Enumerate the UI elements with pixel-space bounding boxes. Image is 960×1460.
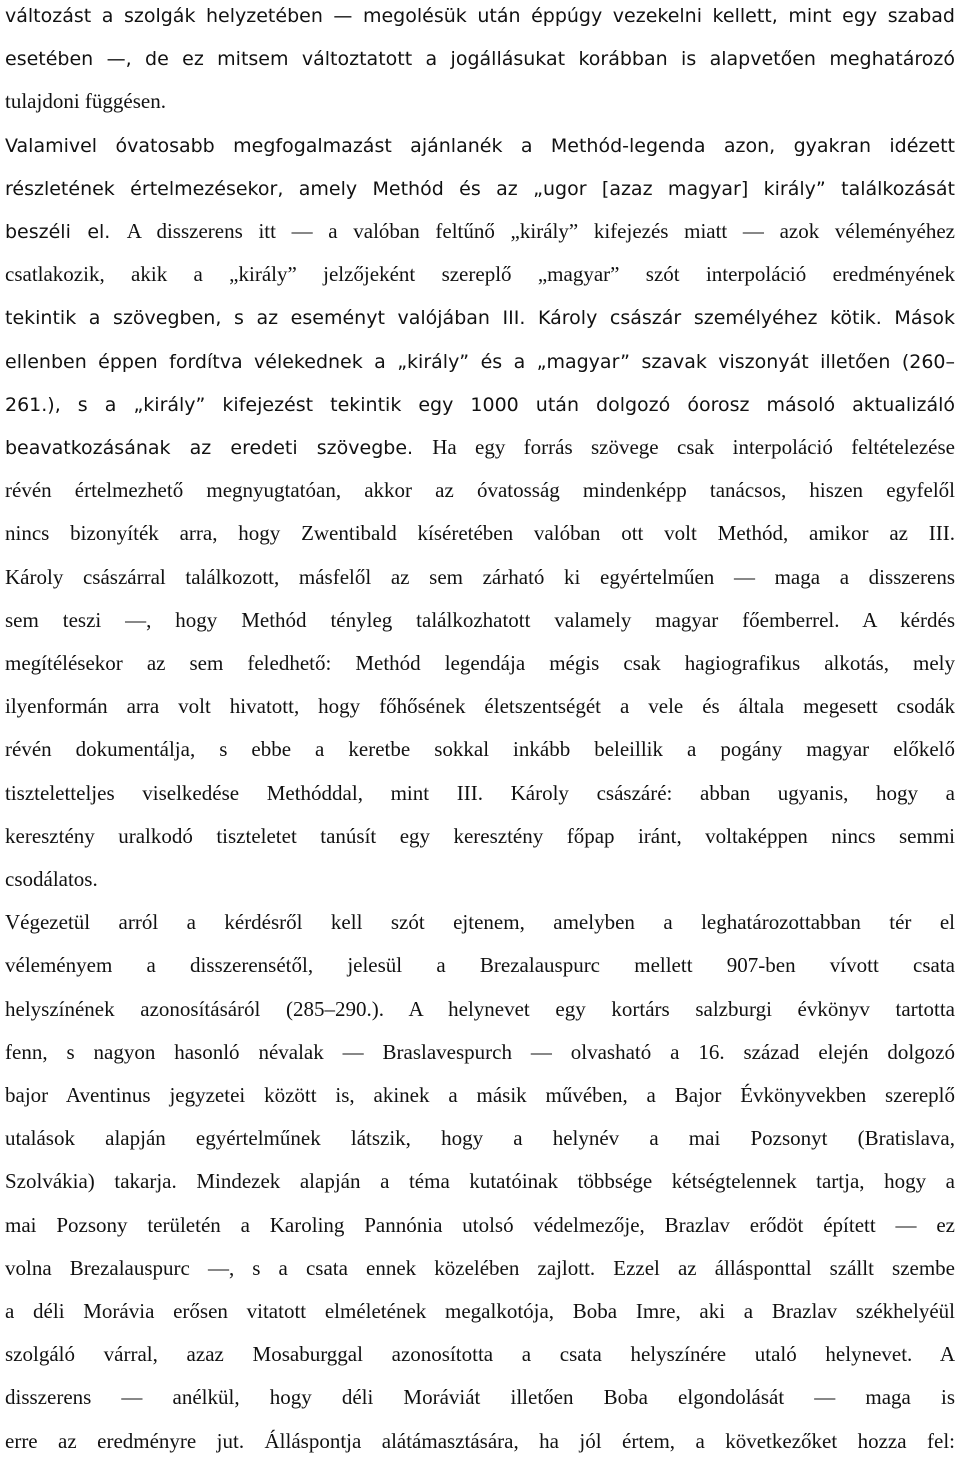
text-segment: révén értelmezhető megnyugtatóan, akkor az óvatosság mindenképp tanácsos, hiszen egyfelől	[5, 478, 955, 503]
text-line	[5, 475, 955, 505]
text-segment: révén dokumentálja, s ebbe a keretbe sokkal inkább beleillik a pogány magyar előkelő	[5, 737, 955, 762]
text-line	[5, 259, 955, 289]
text-segment: a déli Morávia erősen vitatott elméletének megalkotója, Boba Imre, aki a Brazlav székhelyéül	[5, 1299, 955, 1323]
text-segment: esetében —, de ez mitsem változtatott a jogállásukat korábban is alapvetően meghatározó	[5, 48, 955, 71]
text-segment: tekintik a szövegben, s az eseményt valójában III. Károly császár személyéhez kötik. Mások	[5, 307, 955, 330]
text-line	[5, 562, 955, 592]
text-segment: volna Brezalauspurc —, s a csata ennek közelében zajlott. Ezzel az állásponttal szállt szembe	[5, 1255, 955, 1280]
text-segment: ilyenformán arra volt hivatott, hogy főhősének életszentségét a vele és általa megesett csodák	[5, 694, 955, 719]
text-line	[5, 1123, 955, 1153]
text-segment: Végezetül arról a kérdésről kell szót ejtenem, amelyben a leghatározottabban tér el	[5, 910, 955, 935]
text-segment: utalások alapján egyértelműnek látszik, hogy a helynév a mai Pozsonyt (Bratislava,	[5, 1126, 955, 1151]
text-line	[5, 994, 955, 1024]
text-segment: sem teszi —, hogy Methód tényleg találkozhatott valamely magyar főemberrel. A kérdés	[5, 607, 955, 632]
text-line	[5, 43, 955, 73]
text-segment: ellenben éppen fordítva vélekednek a „király” és a „magyar” szavak viszonyát illetően (260–	[5, 350, 955, 373]
text-segment: változást a szolgák helyzetében — megolésük után éppúgy vezekelni kellett, mint egy szabad	[5, 5, 955, 27]
text-line	[5, 1253, 955, 1283]
text-line	[5, 734, 955, 764]
text-line	[5, 1426, 955, 1456]
text-line	[5, 1382, 955, 1412]
text-segment: Ha egy forrás szövege csak interpoláció feltételezése	[432, 435, 955, 459]
text-segment: Valamivel óvatosabb megfogalmazást ajánlanék a Methód-legenda azon, gyakran idézett	[5, 134, 955, 157]
text-line	[5, 302, 955, 332]
text-segment: részletének értelmezésekor, amely Methód és az „ugor [azaz magyar] király” találkozását	[5, 177, 955, 200]
text-segment: nincs bizonyíték arra, hogy Zwentibald kíséretében valóban ott volt Methód, amikor az III.	[5, 521, 955, 546]
text-segment: bajor Aventinus jegyzetei között is, akinek a másik művében, a Bajor Évkönyvekben szereplő	[5, 1083, 955, 1107]
text-segment: Károly császárral találkozott, másfelől az sem zárható ki egyértelműen — maga a disszerens	[5, 564, 955, 589]
text-segment: szolgáló várral, azaz Mosaburggal azonosította a csata helyszínére utaló helynevet. A	[5, 1342, 955, 1367]
text-line	[5, 1080, 955, 1110]
text-segment: erre az eredményre jut. Álláspontja alátámasztására, ha jól értem, a következőket hozza fel:	[5, 1428, 955, 1453]
text-segment: 261.), s a „király” kifejezést tekintik egy 1000 után dolgozó óorosz másoló aktualizáló	[5, 393, 955, 416]
text-segment: helyszínének azonosításáról (285–290.). A helynevet egy kortárs salzburgi évkönyv tartotta	[5, 996, 955, 1021]
text-segment: Szolvákia) takarja. Mindezek alapján a téma kutatóinak többsége kétségtelennek tartja, hogy a	[5, 1169, 955, 1194]
text-line	[5, 173, 955, 203]
text-segment: tulajdoni függésen.	[5, 89, 166, 114]
text-line	[5, 864, 955, 894]
text-line	[5, 605, 955, 635]
text-line	[5, 1166, 955, 1196]
text-line	[5, 389, 955, 419]
text-line	[5, 0, 955, 30]
text-segment: tiszteletteljes viselkedése Methóddal, mint III. Károly császáré: abban ugyanis, hogy a	[5, 780, 955, 805]
text-segment: mai Pozsony területén a Karoling Pannónia utolsó védelmezője, Brazlav erődöt épített — ez	[5, 1212, 955, 1237]
text-line	[5, 691, 955, 721]
text-line	[5, 950, 955, 980]
text-line	[5, 821, 955, 851]
text-segment: véleményem a disszerensétől, jelesül a Brezalauspurc mellett 907-ben vívott csata	[5, 953, 955, 978]
text-line	[5, 907, 955, 937]
text-segment: fenn, s nagyon hasonló névalak — Braslavespurch — olvasható a 16. század elején dolgozó	[5, 1039, 955, 1064]
text-line	[5, 86, 955, 116]
text-segment: csodálatos.	[5, 867, 98, 891]
text-line	[5, 648, 955, 678]
text-segment: keresztény uralkodó tiszteletet tanúsít egy keresztény főpap iránt, voltaképpen nincs semmi	[5, 823, 955, 848]
text-line	[5, 1210, 955, 1240]
text-line	[5, 518, 955, 548]
text-segment: beszéli el.	[5, 221, 127, 243]
text-line	[5, 130, 955, 160]
text-segment: megítélésekor az sem feledhető: Methód legendája mégis csak hagiografikus alkotás, mely	[5, 651, 955, 675]
text-line	[5, 778, 955, 808]
text-segment: beavatkozásának az eredeti szövegbe.	[5, 437, 433, 459]
text-line	[5, 216, 955, 246]
text-segment: csatlakozik, akik a „király” jelzőjeként szereplő „magyar” szót interpoláció eredményének	[5, 262, 955, 287]
text-line	[5, 432, 955, 462]
text-line	[5, 1037, 955, 1067]
text-segment: A disszerens itt — a valóban feltűnő „király” kifejezés miatt — azok véleményéhez	[126, 219, 955, 243]
text-line	[5, 1296, 955, 1326]
text-line	[5, 346, 955, 376]
text-segment: disszerens — anélkül, hogy déli Moráviát illetően Boba elgondolását — maga is	[5, 1385, 955, 1410]
text-line	[5, 1339, 955, 1369]
